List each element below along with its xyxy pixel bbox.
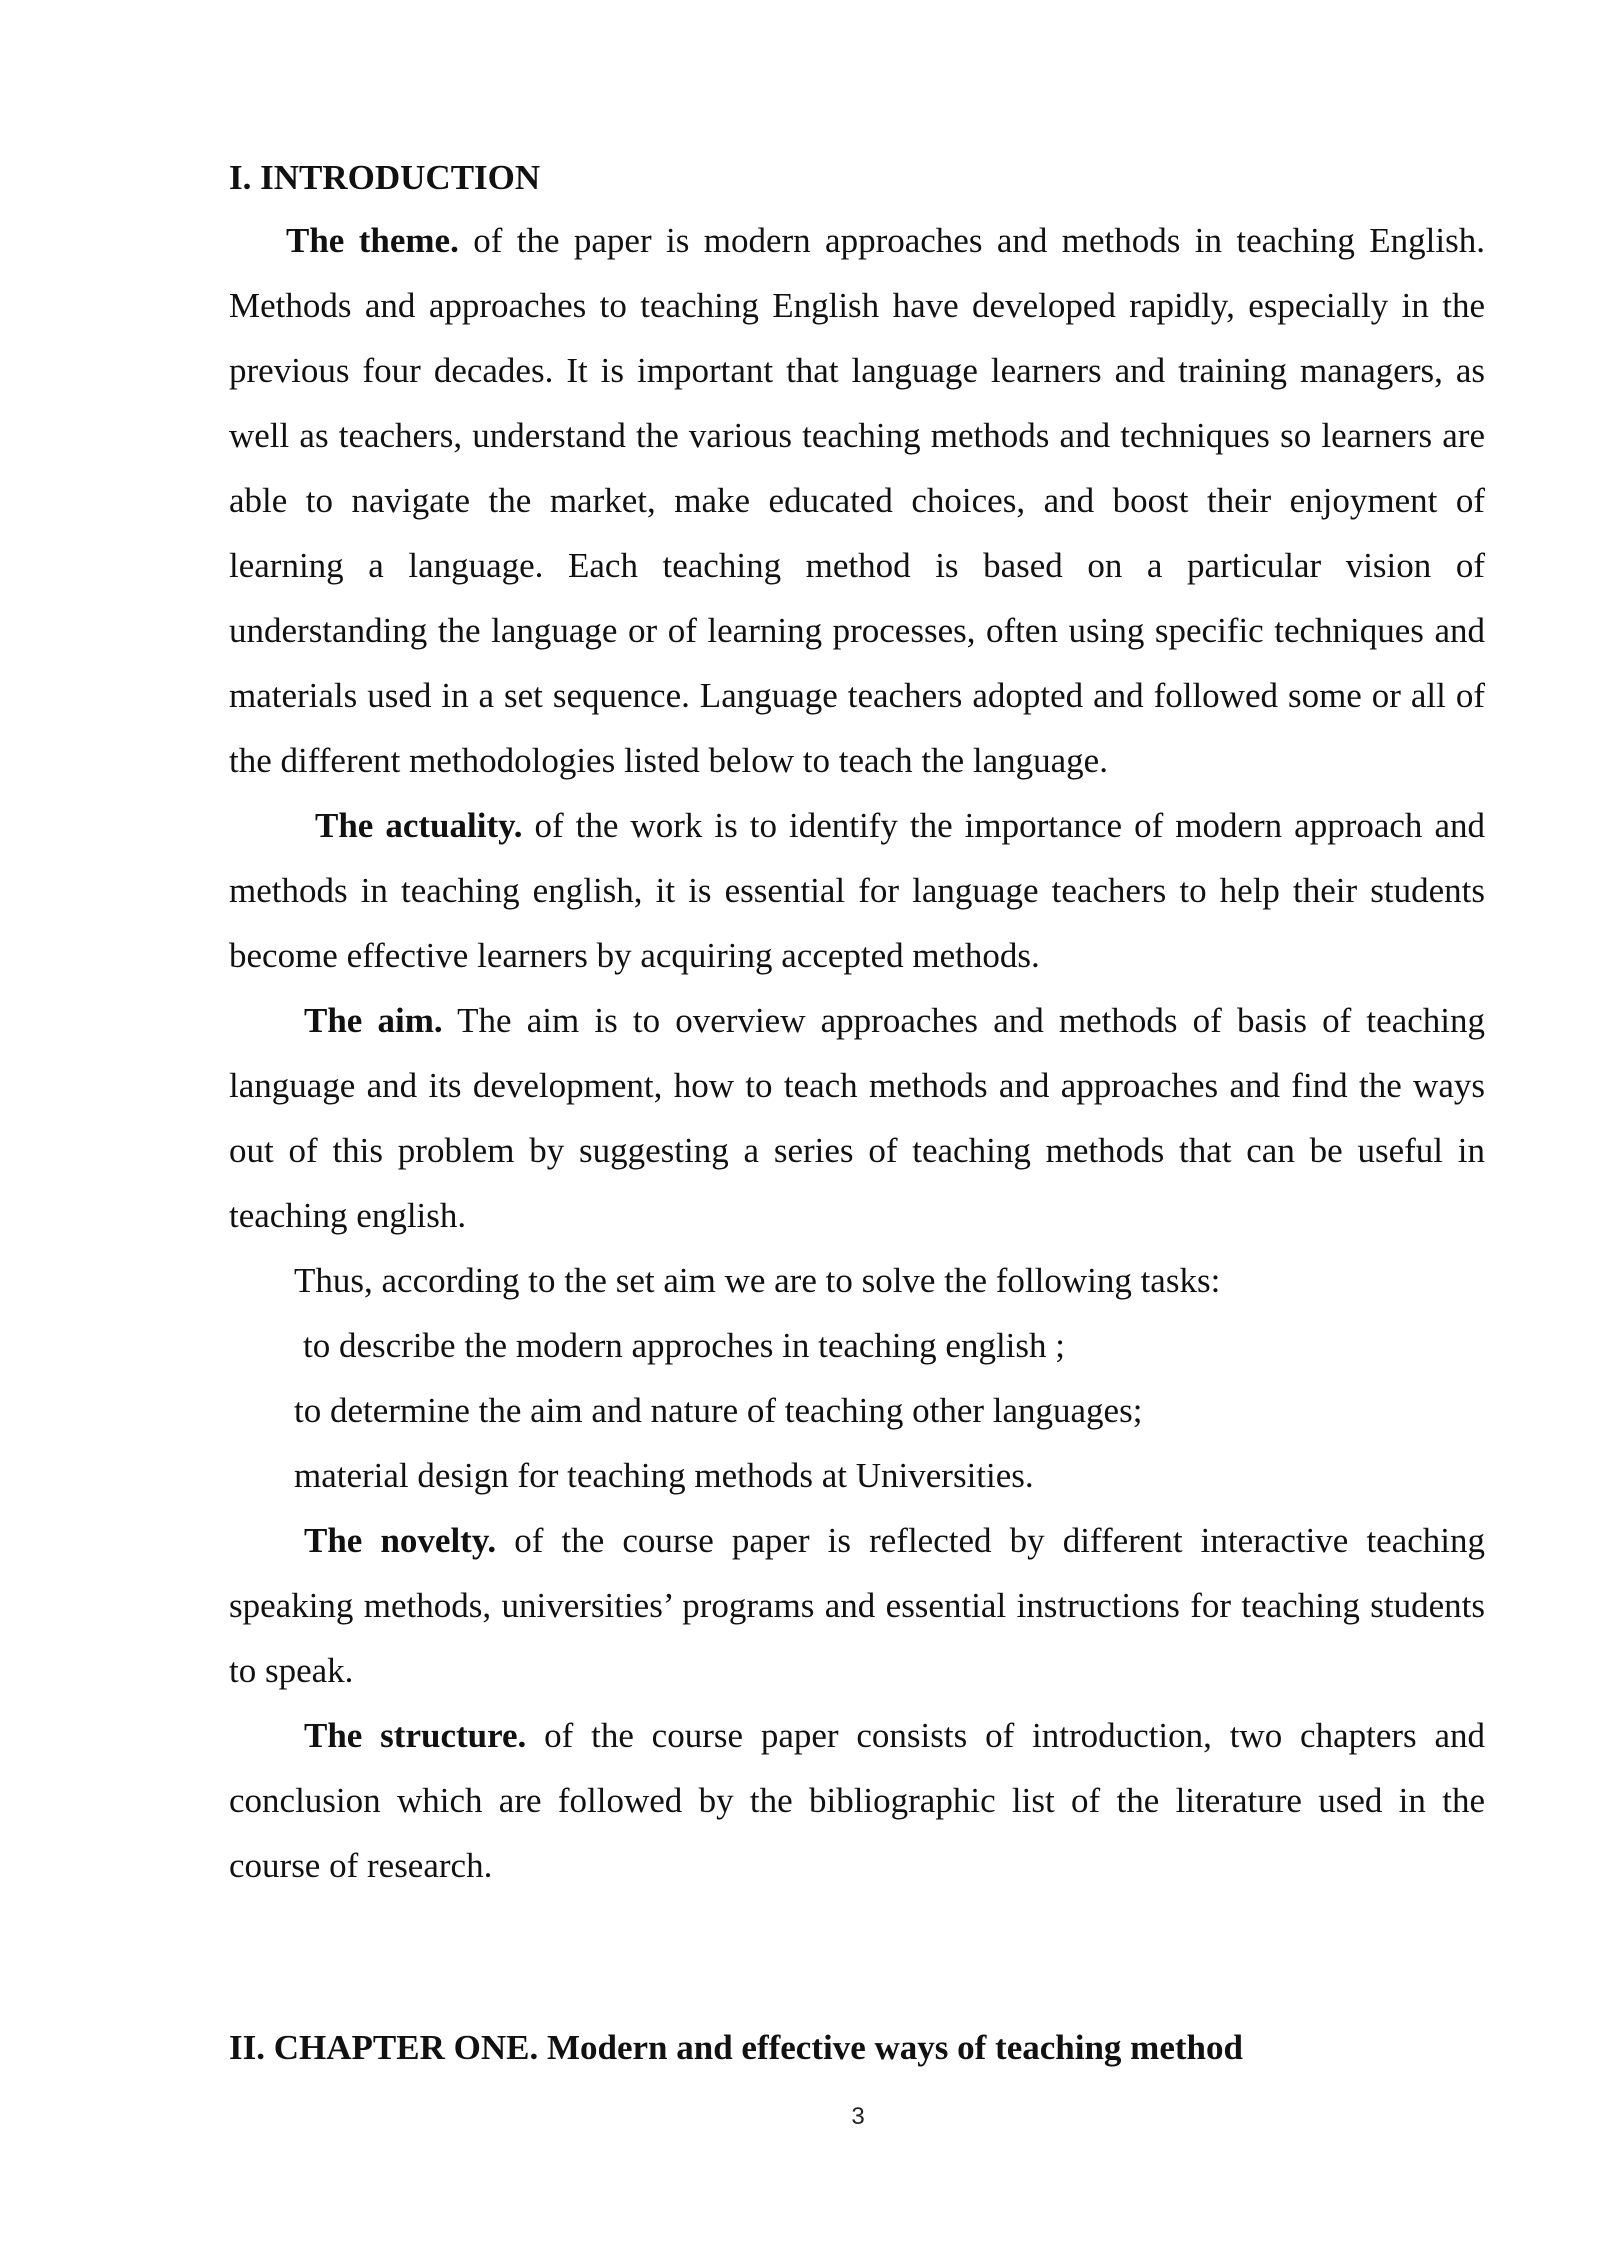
- structure-lead: The structure.: [304, 1716, 527, 1755]
- introduction-heading: I. INTRODUCTION: [229, 158, 541, 197]
- actuality-text: of the work is to identify the importance of modern approach and methods in teaching english, it is essential for language teachers to help their students become effective learners by acquiring accepted methods.: [229, 806, 1485, 975]
- aim-lead: The aim.: [304, 1001, 443, 1040]
- introduction-section: [229, 148, 1485, 1898]
- novelty-paragraph: [229, 1508, 1485, 1703]
- aim-text: The aim is to overview approaches and methods of basis of teaching language and its development, how to teach methods and approaches and find the ways out of this problem by suggesting a series of teaching methods that can be useful in teaching english.: [229, 1001, 1485, 1235]
- actuality-lead: The actuality.: [315, 806, 523, 845]
- actuality-paragraph: [229, 793, 1485, 988]
- aim-paragraph: [229, 988, 1485, 1248]
- structure-text: of the course paper consists of introduction, two chapters and conclusion which are followed by the bibliographic list of the literature used in the course of research.: [229, 1716, 1485, 1885]
- theme-lead: The theme.: [286, 221, 459, 260]
- page-number: 3: [851, 2103, 865, 2130]
- novelty-text: of the course paper is reflected by different interactive teaching speaking methods, universities’ programs and essential instructions for teaching students to speak.: [229, 1521, 1485, 1690]
- task-item: to describe the modern approches in teaching english ;: [303, 1326, 1065, 1365]
- chapter-heading: II. CHAPTER ONE. Modern and effective ways of teaching method: [229, 2028, 1243, 2067]
- task-item: material design for teaching methods at Universities.: [294, 1456, 1034, 1495]
- novelty-lead: The novelty.: [304, 1521, 497, 1560]
- task-item: to determine the aim and nature of teaching other languages;: [294, 1391, 1143, 1430]
- tasks-intro: Thus, according to the set aim we are to solve the following tasks:: [294, 1261, 1221, 1300]
- theme-paragraph: [229, 208, 1485, 793]
- structure-paragraph: [229, 1703, 1485, 1898]
- theme-text: of the paper is modern approaches and methods in teaching English. Methods and approaches to teaching English have developed rapidly, especially in the previous four decades. It is important that language learners and training managers, as well as teachers, understand the various teaching methods and techniques so learners are able to navigate the market, make educated choices, and boost their enjoyment of learning a language. Each teaching method is based on a particular vision of understanding the language or of learning processes, often using specific techniques and materials used in a set sequence. Language teachers adopted and followed some or all of the different methodologies listed below to teach the language.: [229, 221, 1485, 780]
